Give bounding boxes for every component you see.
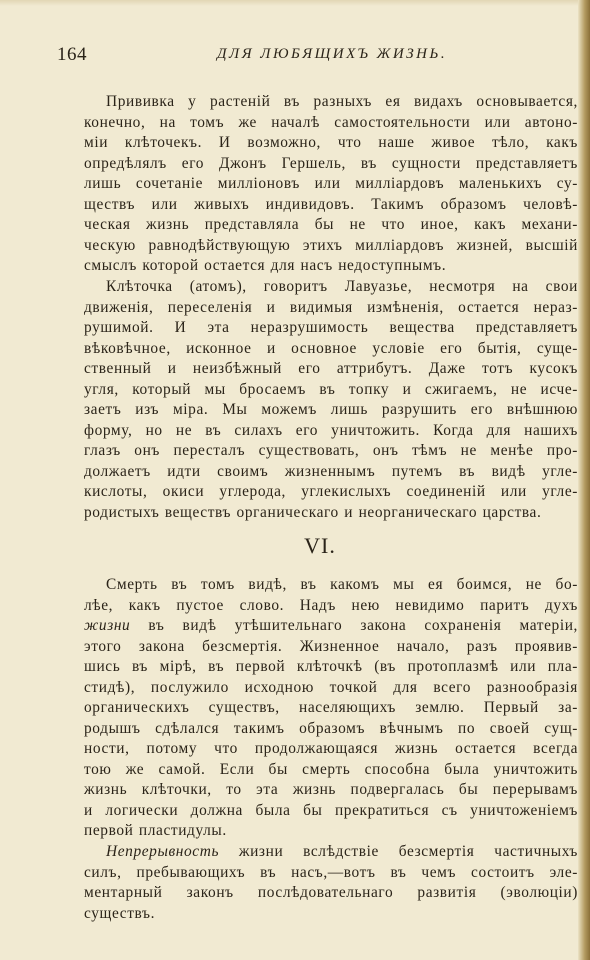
- paragraph-continuity: [84, 842, 578, 924]
- text-line: угля, который мы бросаемъ въ топку и сжигаемъ, не исче-: [84, 380, 578, 398]
- text-line: заетъ изъ мiра. Мы можемъ лишь разрушить его внѣшнюю: [84, 401, 578, 418]
- page-header: [57, 44, 577, 68]
- text-line: существъ.: [84, 904, 156, 922]
- text-line: ментарный законъ послѣдовательнаго развитiя (эволюцiи): [84, 884, 578, 901]
- text-line: глазъ онъ пересталъ существовать, онъ тѣмъ не менѣе про-: [84, 442, 578, 459]
- page-number: 164: [57, 44, 87, 65]
- text-line: Клѣточка (атомъ), говоритъ Лавуазье, несмотря на свои: [106, 278, 578, 295]
- text-line: ческая жизнь представляла бы не что иное, какъ механи-: [84, 216, 578, 233]
- text-line: ности, потому что продолжающаяся жизнь остается всегда: [84, 740, 578, 757]
- text-line: вѣковѣчное, исконное и основное условiе его бытiя, суще-: [84, 339, 578, 357]
- text-line: и логически должна была бы прекратиться съ уничтоженiемъ: [84, 801, 578, 819]
- text-line: шись въ мiрѣ, въ первой клѣточкѣ (въ протоплазмѣ или пла-: [84, 658, 578, 675]
- paragraph-death: [84, 575, 578, 842]
- text-line: опредѣлялъ его Джонъ Гершель, въ сущности представляетъ: [84, 154, 578, 172]
- text-line: стидѣ), послужило исходною точкой для всего разнообразiя: [84, 678, 578, 696]
- paragraph-grafting: [84, 92, 578, 277]
- text-line: Непрерывность жизни вслѣдствiе безсмертiя частичныхъ: [106, 843, 578, 860]
- running-title: ДЛЯ ЛЮБЯЩИХЪ ЖИЗНЬ.: [217, 46, 448, 62]
- text-line: лѣе, какъ пустое слово. Надъ нею невидимо паритъ духъ: [84, 596, 578, 614]
- text-line: ственный и неизбѣжный его аттрибутъ. Даже тотъ кусокъ: [84, 360, 578, 377]
- text-line: жизнь клѣточки, то эта жизнь подвергалась бы перерывамъ: [84, 781, 578, 798]
- text-line: родистыхъ веществъ органическаго и неорганическаго царства.: [84, 503, 542, 521]
- italic-word: Непрерывность: [106, 843, 220, 860]
- text-line: движенiя, переселенiя и видимыя измѣненiя, остается нераз-: [84, 298, 578, 316]
- text-line: жизни въ видѣ утѣшительнаго закона сохраненiя матерiи,: [84, 617, 578, 634]
- italic-word: жизни: [84, 617, 131, 634]
- text-line: форму, но не въ силахъ его уничтожить. Когда для нашихъ: [84, 421, 578, 439]
- text-line: смыслъ которой остается для насъ недоступнымъ.: [84, 257, 447, 274]
- text-line: Смерть въ томъ видѣ, въ какомъ мы ея боимся, не бо-: [106, 576, 578, 593]
- text-line: конечно, на томъ же началѣ самостоятельности или автоно-: [84, 113, 578, 131]
- page-edge-shadow: [578, 0, 590, 960]
- section-heading: VI.: [304, 533, 336, 558]
- text-line: кислоты, окиси углерода, углекислыхъ соединенiй или угле-: [84, 483, 578, 500]
- paragraph-lavoisier: [84, 277, 578, 523]
- page-top-shadow: [0, 0, 590, 6]
- text-line: лишь сочетанiе миллiоновъ или миллiардовъ маленькихъ су-: [84, 175, 578, 192]
- text-line: Прививка у растенiй въ разныхъ ея видахъ основывается,: [106, 93, 578, 110]
- text-line: первой пластидулы.: [84, 822, 227, 839]
- text-line: силъ, пребывающихъ въ насъ,—вотъ въ чемъ состоитъ эле-: [84, 863, 578, 881]
- text-line: рушимой. И эта неразрушимость вещества представляетъ: [84, 319, 578, 336]
- text-line: родышъ сдѣлался такимъ образомъ вѣчнымъ по своей сущ-: [84, 719, 578, 737]
- text-line: органическихъ существъ, населяющихъ землю. Первый за-: [84, 699, 578, 716]
- text-line: этого закона безсмертiя. Жизненное начало, разъ проявив-: [84, 637, 578, 655]
- text-line: тою же самой. Если бы смерть способна была уничтожить: [84, 760, 578, 778]
- text-line: должаетъ идти своимъ жизненнымъ путемъ въ видѣ угле-: [84, 462, 578, 480]
- text-line: ческую равнодѣйствующую этихъ миллiардовъ жизней, высшiй: [84, 236, 578, 254]
- text-line: мiи клѣточекъ. И возможно, что наше живое тѣло, какъ: [84, 134, 578, 151]
- text-line: ществъ или живыхъ индивидовъ. Такимъ образомъ человѣ-: [84, 195, 578, 213]
